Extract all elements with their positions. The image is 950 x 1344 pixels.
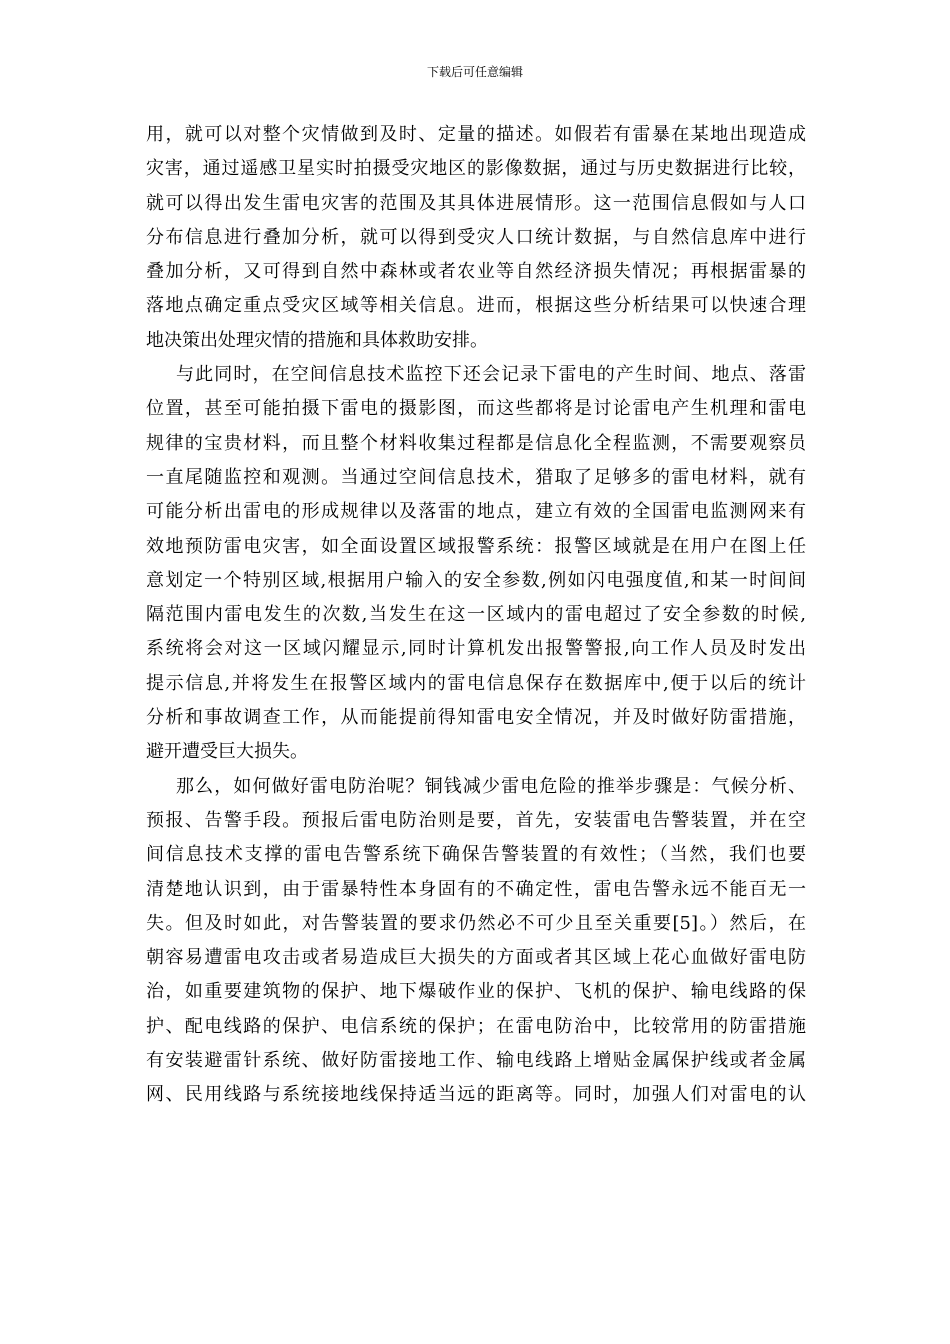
page-header: 下载后可任意编辑: [426, 65, 523, 79]
text-line: 分析和事故调查工作，从而能提前得知雷电安全情况，并及时做好防雷措施，: [146, 707, 806, 729]
text-line: 就可以得出发生雷电灾害的范围及其具体进展情形。这一范围信息假如与人口: [146, 192, 806, 214]
text-line: 清楚地认识到，由于雷暴特性本身固有的不确定性，雷电告警永远不能百无一: [146, 878, 806, 900]
text-line: 位置，甚至可能拍摄下雷电的摄影图，而这些都将是讨论雷电产生机理和雷电: [146, 398, 806, 420]
text-line: 朝容易遭雷电攻击或者易造成巨大损失的方面或者其区域上花心血做好雷电防: [146, 947, 806, 969]
text-line: 地决策出处理灾情的措施和具体救助安排。: [146, 329, 488, 351]
paragraph-first-line: 那么，如何做好雷电防治呢？铜钱减少雷电危险的推举步骤是：气候分析、: [176, 775, 806, 797]
text-line: 系统将会对这一区域闪耀显示,同时计算机发出报警警报,向工作人员及时发出: [146, 638, 806, 660]
text-line: 避开遭受巨大损失。: [146, 741, 308, 763]
text-line: 网、民用线路与系统接地线保持适当远的距离等。同时，加强人们对雷电的认: [146, 1084, 806, 1106]
text-line: 效地预防雷电灾害，如全面设置区域报警系统：报警区域就是在用户在图上任: [146, 535, 806, 557]
text-line: 分布信息进行叠加分析，就可以得到受灾人口统计数据，与自然信息库中进行: [146, 226, 806, 248]
text-line: 有安装避雷针系统、做好防雷接地工作、输电线路上增贴金属保护线或者金属: [146, 1050, 806, 1072]
paragraph-first-line: 与此同时，在空间信息技术监控下还会记录下雷电的产生时间、地点、落雷: [176, 364, 806, 386]
text-line: 提示信息,并将发生在报警区域内的雷电信息保存在数据库中,便于以后的统计: [146, 672, 806, 694]
text-line: 失。但及时如此，对告警装置的要求仍然必不可少且至关重要[5]。）然后，在: [146, 912, 806, 934]
text-line: 护、配电线路的保护、电信系统的保护；在雷电防治中，比较常用的防雷措施: [146, 1015, 806, 1037]
text-line: 预报、告警手段。预报后雷电防治则是要，首先，安装雷电告警装置，并在空: [146, 809, 806, 831]
text-line: 规律的宝贵材料，而且整个材料收集过程都是信息化全程监测，不需要观察员: [146, 432, 806, 454]
text-line: 意划定一个特别区域,根据用户输入的安全参数,例如闪电强度值,和某一时间间: [146, 569, 806, 591]
text-line: 间信息技术支撑的雷电告警系统下确保告警装置的有效性；（当然，我们也要: [146, 844, 806, 866]
text-line: 用，就可以对整个灾情做到及时、定量的描述。如假若有雷暴在某地出现造成: [146, 124, 806, 145]
text-line: 可能分析出雷电的形成规律以及落雷的地点，建立有效的全国雷电监测网来有: [146, 501, 806, 523]
document-body: [146, 118, 806, 1113]
text-line: 治，如重要建筑物的保护、地下爆破作业的保护、飞机的保护、输电线路的保: [146, 981, 806, 1003]
text-line: 叠加分析，又可得到自然中森林或者农业等自然经济损失情况；再根据雷暴的: [146, 261, 806, 283]
text-line: 灾害，通过遥感卫星实时拍摄受灾地区的影像数据，通过与历史数据进行比较，: [146, 158, 806, 180]
text-line: 隔范围内雷电发生的次数,当发生在这一区域内的雷电超过了安全参数的时候,: [146, 604, 806, 626]
text-line: 一直尾随监控和观测。当通过空间信息技术，猎取了足够多的雷电材料，就有: [146, 466, 806, 488]
text-line: 落地点确定重点受灾区域等相关信息。进而，根据这些分析结果可以快速合理: [146, 295, 806, 317]
